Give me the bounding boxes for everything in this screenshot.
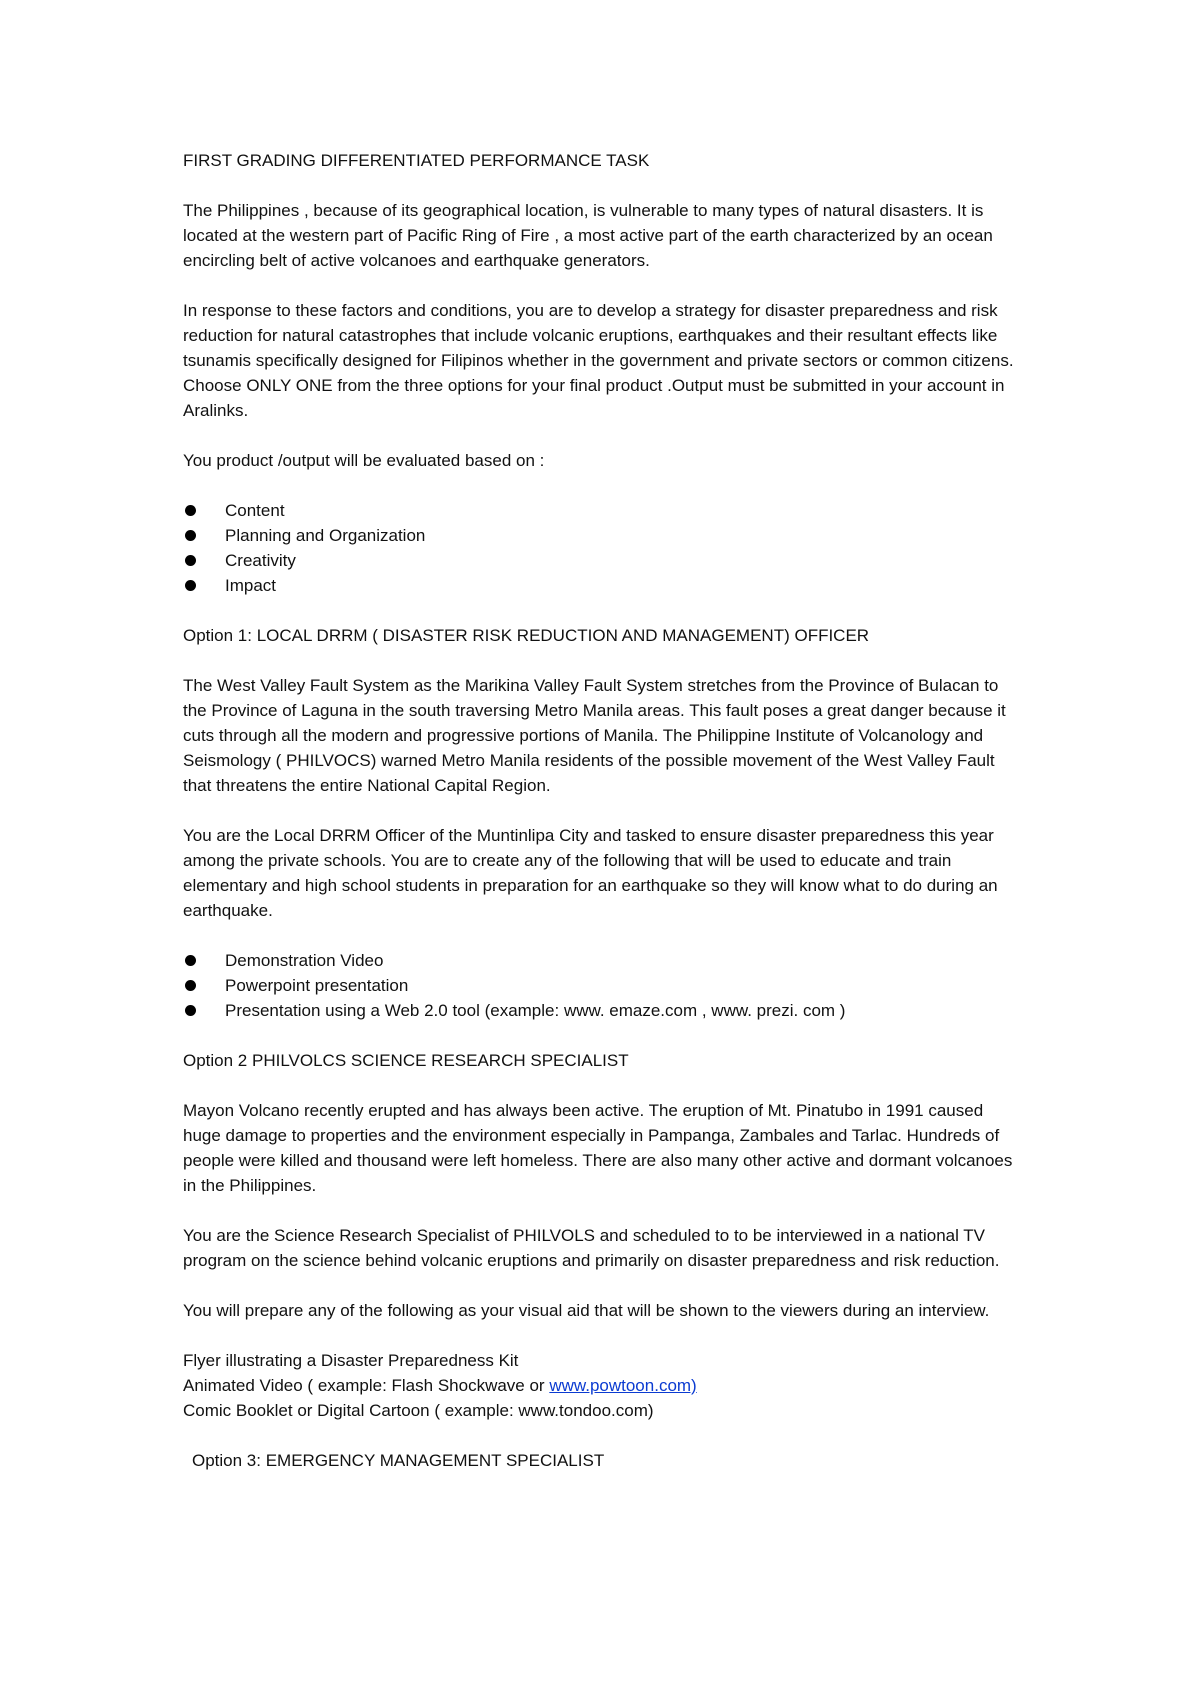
list-item: Powerpoint presentation [183,973,1025,998]
evaluation-intro: You product /output will be evaluated based on : [183,451,545,470]
bullet-icon [185,555,196,566]
list-item: Creativity [183,548,1025,573]
list-item: Planning and Organization [183,523,1025,548]
response-paragraph: In response to these factors and conditions, you are to develop a strategy for disaster preparedness and risk reduction for natural catastrophes that include volcanic eruptions, earthquakes and their resultant effects like tsunamis specifically designed for Filipinos whether in the government and private sectors or common citizens. Choose ONLY ONE from the three options for your final product .Output must be submitted in your account in Aralinks. [183,301,1014,420]
option1-heading: Option 1: LOCAL DRRM ( DISASTER RISK REDUCTION AND MANAGEMENT) OFFICER [183,626,870,645]
option2-heading: Option 2 PHILVOLCS SCIENCE RESEARCH SPECIALIST [183,1051,629,1070]
document-body [183,148,1025,1473]
option2-visual-aids [183,1348,1025,1423]
option3-heading: Option 3: EMERGENCY MANAGEMENT SPECIALIST [192,1451,605,1470]
option2-paragraph-1: Mayon Volcano recently erupted and has always been active. The eruption of Mt. Pinatubo in 1991 caused huge damage to properties and the environment especially in Pampanga, Zambales and Tarlac. Hundreds of people were killed and thousand were left homeless. There are also many other active and dormant volcanoes in the Philippines. [183,1101,1013,1195]
option2-paragraph-3: You will prepare any of the following as your visual aid that will be shown to the viewers during an interview. [183,1301,990,1320]
option2-paragraph-2: You are the Science Research Specialist of PHILVOLS and scheduled to to be interviewed in a national TV program on the science behind volcanic eruptions and primarily on disaster preparedness and risk reduction. [183,1226,1000,1270]
list-item: Content [183,498,1025,523]
list-item: Demonstration Video [183,948,1025,973]
criteria-list [183,498,1025,598]
option1-items-list [183,948,1025,1023]
option1-paragraph-1: The West Valley Fault System as the Marikina Valley Fault System stretches from the Province of Bulacan to the Province of Laguna in the south traversing Metro Manila areas. This fault poses a great danger because it cuts through all the modern and progressive portions of Manila. The Philippine Institute of Volcanology and Seismology ( PHILVOCS) warned Metro Manila residents of the possible movement of the West Valley Fault that threatens the entire National Capital Region. [183,676,1006,795]
list-item: Presentation using a Web 2.0 tool (example: www. emaze.com , www. prezi. com ) [183,998,1025,1023]
option1-paragraph-2: You are the Local DRRM Officer of the Muntinlipa City and tasked to ensure disaster preparedness this year among the private schools. You are to create any of the following that will be used to educate and train elementary and high school students in preparation for an earthquake so they will know what to do during an earthquake. [183,826,998,920]
visual-aid-animated-video: Animated Video ( example: Flash Shockwave or www.powtoon.com) [183,1376,697,1395]
intro-paragraph: The Philippines , because of its geographical location, is vulnerable to many types of natural disasters. It is located at the western part of Pacific Ring of Fire , a most active part of the earth characterized by an ocean encircling belt of active volcanoes and earthquake generators. [183,201,993,270]
bullet-icon [185,980,196,991]
bullet-icon [185,1005,196,1016]
bullet-icon [185,530,196,541]
visual-aid-comic-booklet: Comic Booklet or Digital Cartoon ( example: www.tondoo.com) [183,1401,654,1420]
bullet-icon [185,505,196,516]
list-item: Impact [183,573,1025,598]
page-title: FIRST GRADING DIFFERENTIATED PERFORMANCE TASK [183,151,650,170]
powtoon-link[interactable]: www.powtoon.com) [549,1376,697,1395]
bullet-icon [185,955,196,966]
visual-aid-flyer: Flyer illustrating a Disaster Preparedness Kit [183,1351,519,1370]
bullet-icon [185,580,196,591]
